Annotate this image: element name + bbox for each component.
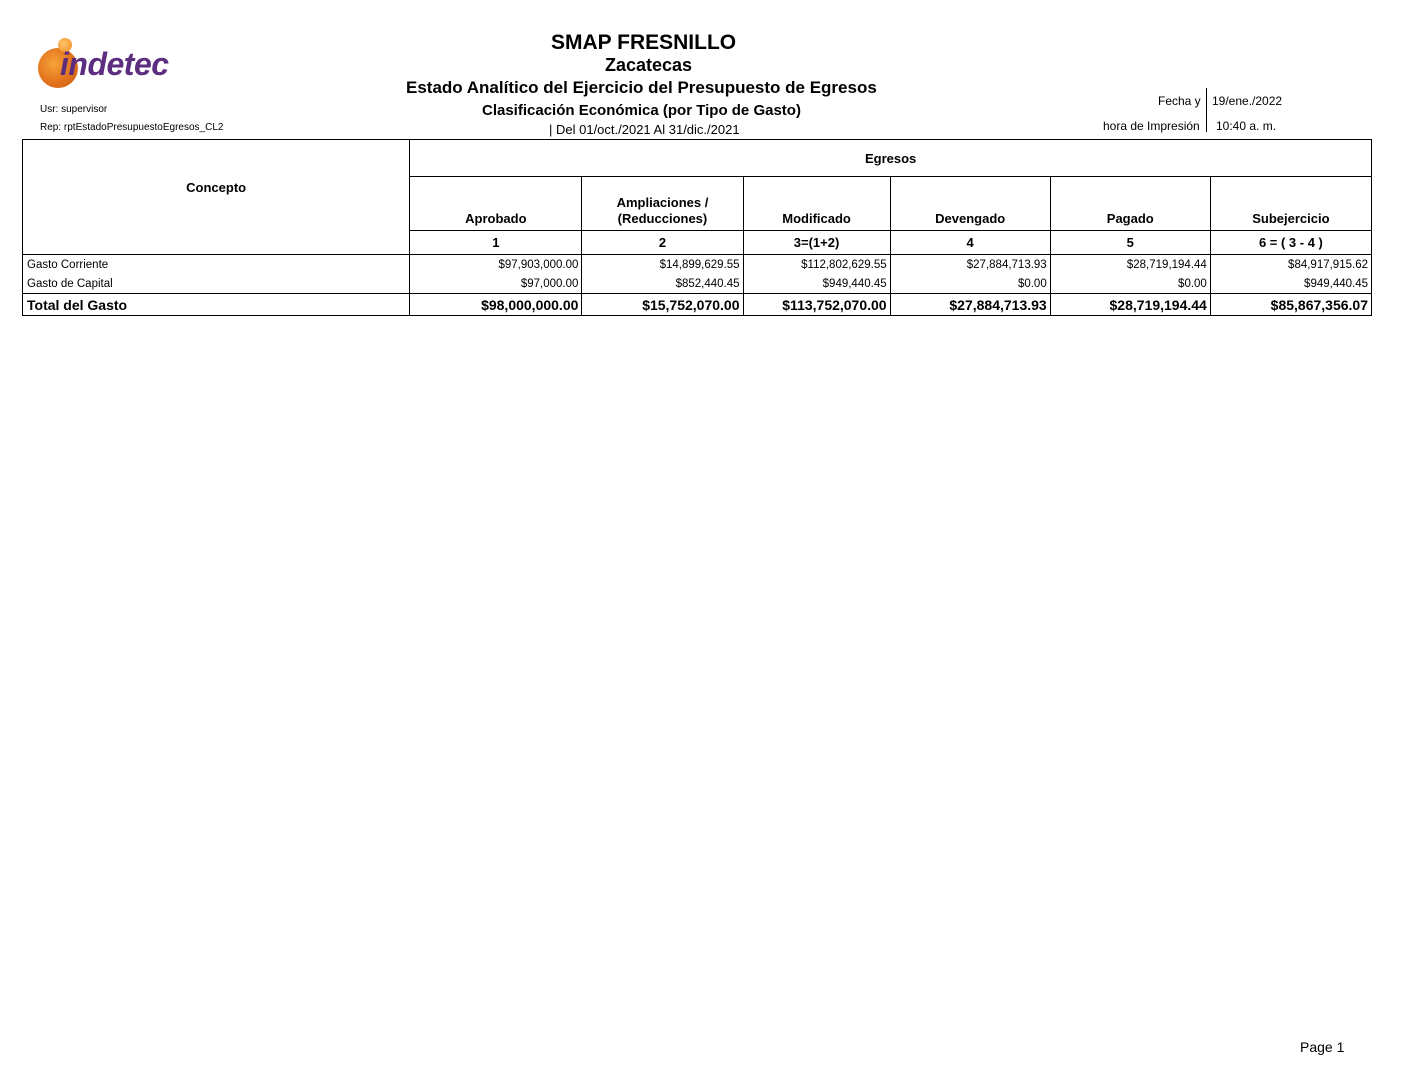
col-number: 5 bbox=[1050, 231, 1210, 255]
total-devengado: $27,884,713.93 bbox=[890, 294, 1050, 316]
col-number: 1 bbox=[410, 231, 582, 255]
total-ampliaciones: $15,752,070.00 bbox=[582, 294, 743, 316]
cell-devengado: $0.00 bbox=[890, 274, 1050, 294]
table-row bbox=[23, 274, 1372, 294]
col-header-pagado: Pagado bbox=[1050, 177, 1210, 231]
classification-title: Clasificación Económica (por Tipo de Gasto) bbox=[482, 102, 801, 119]
cell-pagado: $28,719,194.44 bbox=[1050, 255, 1210, 275]
cell-aprobado: $97,000.00 bbox=[410, 274, 582, 294]
cell-aprobado: $97,903,000.00 bbox=[410, 255, 582, 275]
total-aprobado: $98,000,000.00 bbox=[410, 294, 582, 316]
meta-separator bbox=[1206, 88, 1207, 132]
cell-ampliaciones: $14,899,629.55 bbox=[582, 255, 743, 275]
indetec-logo bbox=[38, 36, 213, 92]
total-concept: Total del Gasto bbox=[23, 294, 410, 316]
col-number: 4 bbox=[890, 231, 1050, 255]
user-text: Usr: supervisor bbox=[40, 104, 108, 115]
col-number: 3=(1+2) bbox=[743, 231, 890, 255]
period-text: | Del 01/oct./2021 Al 31/dic./2021 bbox=[549, 122, 740, 137]
total-pagado: $28,719,194.44 bbox=[1050, 294, 1210, 316]
cell-subejercicio: $84,917,915.62 bbox=[1210, 255, 1371, 275]
concept-header: Concepto bbox=[23, 140, 410, 255]
report-id-text: Rep: rptEstadoPresupuestoEgresos_CL2 bbox=[40, 122, 224, 133]
col-header-subejercicio: Subejercicio bbox=[1210, 177, 1371, 231]
group-header-egresos: Egresos bbox=[410, 140, 1372, 177]
col-header-ampliaciones: Ampliaciones / (Reducciones) bbox=[582, 177, 743, 231]
report-title: Estado Analítico del Ejercicio del Presupuesto de Egresos bbox=[406, 78, 877, 97]
date-value: 19/ene./2022 bbox=[1212, 94, 1283, 108]
col-header-devengado: Devengado bbox=[890, 177, 1050, 231]
time-label: hora de Impresión bbox=[1103, 119, 1200, 133]
entity-title: SMAP FRESNILLO bbox=[551, 31, 737, 54]
page-number: Page 1 bbox=[1300, 1039, 1345, 1055]
date-label: Fecha y bbox=[1158, 94, 1201, 108]
col-header-aprobado: Aprobado bbox=[410, 177, 582, 231]
col-number: 2 bbox=[582, 231, 743, 255]
col-number: 6 = ( 3 - 4 ) bbox=[1210, 231, 1371, 255]
col-header-modificado: Modificado bbox=[743, 177, 890, 231]
state-title: Zacatecas bbox=[605, 55, 693, 75]
budget-table bbox=[22, 139, 1372, 316]
table-row bbox=[23, 255, 1372, 275]
total-modificado: $113,752,070.00 bbox=[743, 294, 890, 316]
row-concept: Gasto de Capital bbox=[23, 274, 410, 294]
cell-subejercicio: $949,440.45 bbox=[1210, 274, 1371, 294]
row-concept: Gasto Corriente bbox=[23, 255, 410, 275]
cell-ampliaciones: $852,440.45 bbox=[582, 274, 743, 294]
total-subejercicio: $85,867,356.07 bbox=[1210, 294, 1371, 316]
total-row bbox=[23, 294, 1372, 316]
cell-modificado: $112,802,629.55 bbox=[743, 255, 890, 275]
time-value: 10:40 a. m. bbox=[1216, 119, 1277, 133]
cell-devengado: $27,884,713.93 bbox=[890, 255, 1050, 275]
cell-modificado: $949,440.45 bbox=[743, 274, 890, 294]
logo-wordmark: indetec bbox=[60, 46, 169, 82]
cell-pagado: $0.00 bbox=[1050, 274, 1210, 294]
